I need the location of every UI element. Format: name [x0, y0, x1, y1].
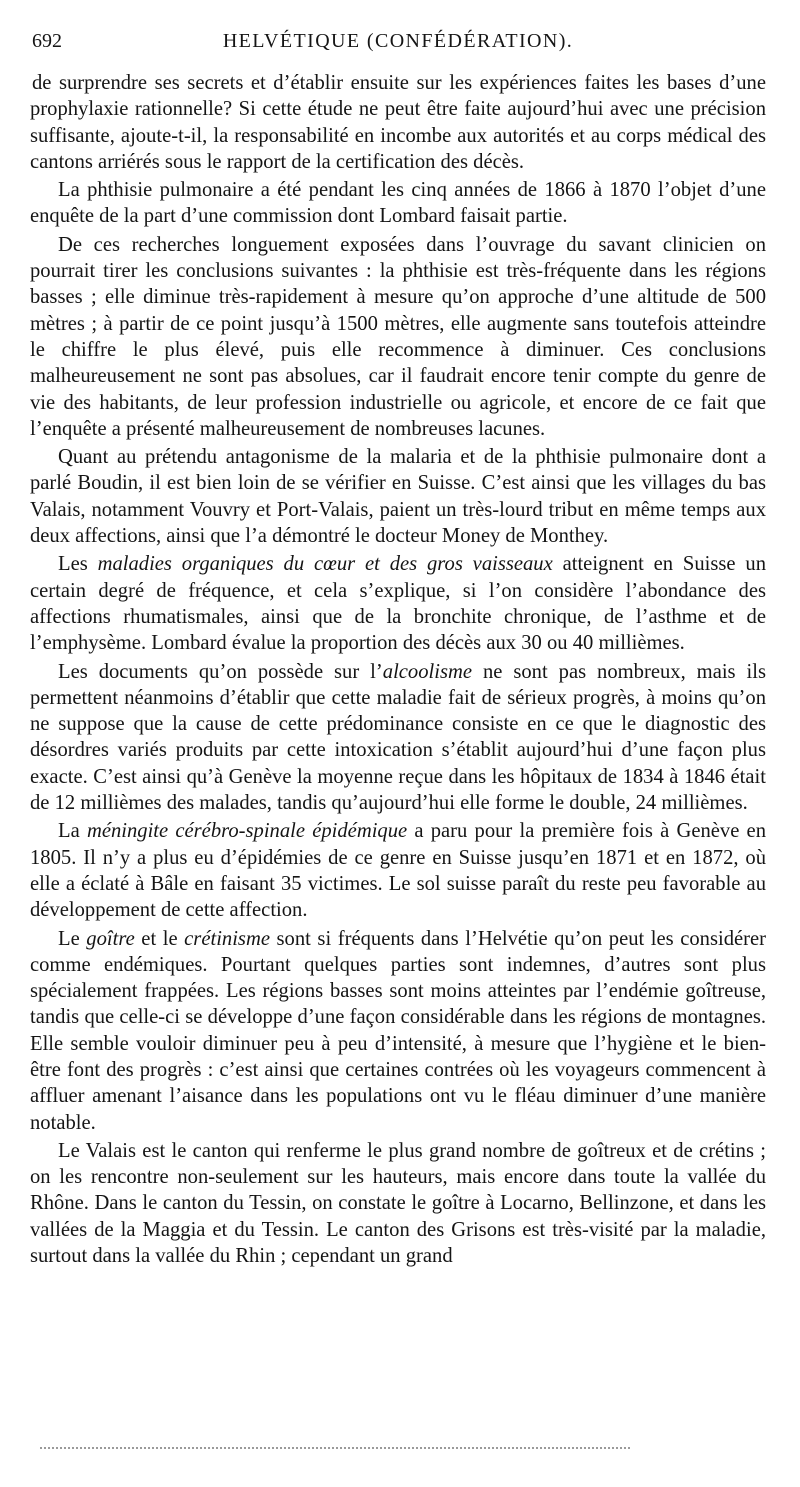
italic-term: maladies organiques du cœur et des gros vaisseaux — [97, 553, 553, 576]
running-head: HELVÉTIQUE (CONFÉDÉRATION). — [222, 30, 574, 52]
text-run: de surprendre ses secrets et d’établir ensuite sur les expériences faites les bases d’une prophylaxie rationnelle? Si cette étude ne peut être faite aujourd’hui avec une précision suffisante, ajoute-t-il, la responsabilité en incombe aux autorités et au corps médical des cantons arriérés sous le rapport de la certification des décès. — [30, 72, 766, 173]
paragraph — [30, 659, 766, 817]
text-run: a paru pour la première fois à Genève en 1805. Il n’y a plus eu d’épidémies de ce genre en Suisse jusqu’en 1871 et en 1872, où elle a éclaté à Bâle en faisant 35 victimes. Le sol suisse paraît du reste peu favorable au développement de cette affection. — [30, 820, 766, 922]
paragraph — [30, 70, 766, 175]
book-page — [30, 28, 766, 1271]
paragraph — [30, 444, 766, 549]
footer-rule — [40, 1447, 630, 1449]
italic-term: alcoolisme — [382, 660, 472, 683]
text-run: et le — [134, 927, 185, 950]
italic-term: méningite cérébro-spinale épidémique — [86, 820, 408, 843]
text-run: De ces recherches longuement exposées dans l’ouvrage du savant clinicien on pourrait tirer les conclusions suivantes : la phthisie est très-fréquente dans les régions basses ; elle diminue très-rapidement à mesure qu’on approche d’une altitude de 500 mètres ; à partir de ce point jusqu’à 1500 mètres, elle augmente sans toutefois atteindre le chiffre le plus élevé, puis elle recommence à diminuer. Ces conclusions malheureusement ne sont pas absolues, car il faudrait encore tenir compte du genre de vie des habitants, de leur profession industrielle ou agricole, et encore de ce fait que l’enquête a présenté malheureusement de nombreuses lacunes. — [30, 233, 766, 440]
paragraph — [30, 926, 766, 1136]
italic-term: goître — [86, 927, 135, 950]
text-run: atteignent en Suisse un certain degré de fréquence, et cela s’explique, si l’on considère l’abondance des affections rhumatismales, ainsi que de la bronchite chronique, de l’asthme et de l’emphysème. Lombard évalue la proportion des décès aux 30 ou 40 millièmes. — [30, 553, 766, 655]
paragraph — [30, 177, 766, 230]
text-run: Le Valais est le canton qui renferme le plus grand nombre de goîtreux et de crétins ; on les rencontre non-seulement sur les hauteurs, mais encore dans toute la vallée du Rhône. Dans le canton du Tessin, on constate le goître à Locarno, Bellinzone, et dans les vallées de la Maggia et du Tessin. Le canton des Grisons est très-visité par la maladie, surtout dans la vallée du Rhin ; cependant un grand — [30, 1139, 766, 1268]
italic-term: crétinisme — [184, 927, 270, 950]
text-run: Le — [58, 927, 87, 950]
page-number: 692 — [32, 30, 62, 52]
text-run: ne sont pas nombreux, mais ils permettent néanmoins d’établir que cette maladie fait de sérieux progrès, à moins qu’on ne suppose que la cause de cette prédominance consiste en ce que le diagnostic des désordres variés produits par cette intoxication s’établit aujourd’hui d’une façon plus exacte. C’est ainsi qu’à Genève la moyenne reçue dans les hôpitaux de 1834 à 1846 était de 12 millièmes des malades, tandis qu’aujourd’hui elle forme le double, 24 millièmes. — [30, 660, 766, 815]
body-text — [30, 70, 766, 1269]
paragraph — [30, 1138, 766, 1269]
text-run: La phthisie pulmonaire a été pendant les cinq années de 1866 à 1870 l’objet d’une enquête de la part d’une commission dont Lombard faisait partie. — [30, 179, 766, 228]
text-run: La — [58, 820, 87, 843]
text-run: Quant au prétendu antagonisme de la malaria et de la phthisie pulmonaire dont a parlé Boudin, il est bien loin de se vérifier en Suisse. C’est ainsi que les villages du bas Valais, notamment Vouvry et Port-Valais, paient un très-lourd tribut en même temps aux deux affections, ainsi que l’a démontré le docteur Money de Monthey. — [30, 446, 766, 548]
paragraph — [30, 232, 766, 442]
paragraph — [30, 818, 766, 923]
paragraph — [30, 551, 766, 656]
text-run: Les — [58, 553, 98, 576]
text-run: sont si fréquents dans l’Helvétie qu’on peut les considérer comme endémiques. Pourtant quelques parties sont indemnes, d’autres sont plus spécialement frappées. Les régions basses sont moins atteintes par l’endémie goîtreuse, tandis que celle-ci se développe d’une façon considérable dans les régions de montagnes. Elle semble vouloir diminuer peu à peu d’intensité, à mesure que l’hygiène et le bien-être font des progrès : c’est ainsi que certaines contrées où les voyageurs commencent à affluer amenant l’aisance dans les populations ont vu le fléau diminuer d’une manière notable. — [30, 927, 767, 1134]
page-header — [30, 28, 766, 58]
text-run: Les documents qu’on possède sur l’ — [58, 660, 383, 683]
